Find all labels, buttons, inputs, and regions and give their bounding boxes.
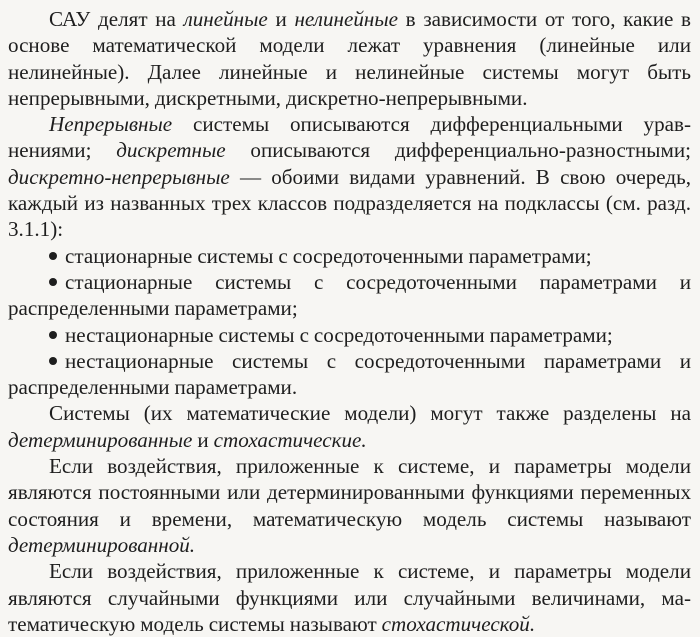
paragraph-stochastic-definition	[8, 558, 691, 637]
term-stochastic: стохастические.	[213, 427, 367, 452]
paragraph-intro	[8, 6, 691, 111]
bullet-icon	[49, 357, 57, 365]
list-item	[8, 243, 691, 269]
text-run: системы описываются дифференциальными уравнениями;	[8, 112, 691, 163]
bullet-icon	[49, 252, 57, 260]
term-linear: линейные	[183, 7, 268, 31]
term-continuous: Непрерывные	[49, 112, 173, 137]
list-item	[8, 269, 691, 322]
term-nonlinear: нелинейные	[294, 7, 398, 31]
bullet-icon	[49, 278, 57, 286]
list-item-text: нестационарные системы с сосредоточенными параметрами;	[65, 322, 613, 347]
bullet-icon	[49, 331, 57, 339]
text-run: САУ делят на	[49, 7, 184, 31]
text-run: — обоими видами уравнений. В свою очередь, каждый из названных трех классов подразделяется на подклассы (см. разд. 3.1.1):	[8, 164, 691, 242]
text-run: описываются дифференциально-разностными;	[225, 138, 691, 163]
text-run: и	[192, 427, 214, 452]
list-item	[8, 322, 691, 348]
text-run: Системы (их математические модели) могут также разделены на	[49, 401, 691, 426]
term-deterministic-model: детерминированной.	[8, 532, 196, 557]
list-item-text: нестационарные системы с сосредоточенными параметрами и распределенными параметрами.	[8, 348, 691, 400]
term-stochastic-model: стохастической.	[381, 611, 536, 636]
paragraph-continuous	[8, 111, 691, 242]
list-item-text: стационарные системы с сосредоточенными параметрами;	[65, 243, 592, 268]
term-deterministic: детерминированные	[8, 427, 193, 452]
text-run: Если воздействия, приложенные к системе, и параметры модели являются постоянными или детерминированными функциями переменных состояния и времени, математическую модель системы называют	[8, 454, 691, 531]
text-run: Если воздействия, приложенные к системе, и параметры модели являются случайными функциями или случайными величинами, математическую модель системы называют	[8, 559, 691, 636]
term-discrete-continuous: дискретно-непрерывные	[8, 164, 230, 189]
text-run: и	[267, 7, 295, 31]
list-item	[8, 348, 691, 401]
paragraph-deterministic-definition	[8, 453, 691, 558]
list-item-text: стационарные системы с сосредоточенными параметрами и распределенными параметрами;	[8, 269, 691, 321]
term-discrete: дискретные	[116, 138, 226, 163]
text-run: в зависимости от того, какие в основе математической модели лежат уравнения (линейные или нелинейные). Далее линейные и нелинейные системы могут быть непрерывными, дискретными, дискретно-непрерывными.	[8, 7, 691, 110]
paragraph-deterministic-stochastic	[8, 400, 691, 453]
